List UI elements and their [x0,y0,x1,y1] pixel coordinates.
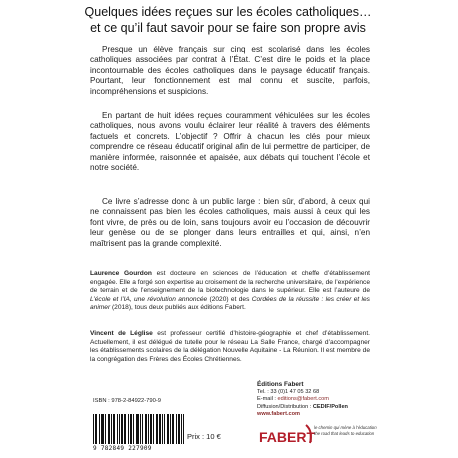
logo-text: FABERT [259,429,315,445]
title-line-1: Quelques idées reçues sur les écoles catholiques… [84,5,372,19]
author-bio-leglise [90,330,370,364]
paragraph-purpose: En partant de huit idées reçues couramment véhiculées sur les écoles catholiques, nous avons voulu éclairer leur réalité à travers des éléments factuels et concrets. L’objectif ? Offrir à chacun les clés pour mieux comprendre ce réseau éducatif original afin de lui permettre de participer, de manière informée, raisonnée et apaisée, aux débats qui touchent l’école et notre société. [90,111,370,173]
author-name: Laurence Gourdon [90,270,152,277]
barcode-bars [93,414,185,444]
publisher-email[interactable]: editions@fabert.com [277,396,329,403]
bio-text: est docteure en sciences de l’éducation et cheffe d’établissement engagée. Elle a forgé son expertise au croisement de la recherche universitaire, de l’expérience de terrain et de l’enseignement de la biotechnologie dans le supérieur. Elle est l’auteure de [90,270,370,294]
author-name: Vincent de Léglise [90,330,153,337]
fabert-logo [258,421,316,451]
tagline-fr: le chemin qui mène à l’éducation [314,425,377,430]
publisher-info [257,381,407,419]
barcode-digits: 9 782849 227909 [93,445,152,452]
publisher-tagline [314,425,396,436]
book-title: Cordées de la réussite : les créer et les animer [90,295,370,311]
price: Prix : 10 € [187,432,221,441]
bio-text: (2020) et des [207,295,252,303]
book-title: L’école et l’IA, une révolution annoncée [90,295,208,303]
bio-text: est professeur certifié d’histoire-géographie et chef d’établissement. Actuellement, il est délégué de tutelle pour le réseau La Salle France, chargé d’accompagner les établissements scolaires de la délégation Nouvelle Aquitaine - La Réunion. Il est membre de la congrégation des Frères des Écoles Chrétiennes. [90,330,370,363]
publisher-name: Éditions Fabert [257,381,304,388]
isbn: ISBN : 978-2-84922-790-9 [93,398,161,404]
author-bio-gourdon [90,270,370,313]
bio-text: (2018), tous deux publiés aux éditions Fabert. [110,304,246,311]
paragraph-intro: Presque un élève français sur cinq est scolarisé dans les écoles catholiques associées par contrat à l’État. C’est dire le poids et la place incontournable des écoles catholiques dans le paysage éducatif français. Pourtant, leur fonctionnement est mal connu et suscite, parfois, incompréhensions et suspicions. [90,45,370,96]
paragraph-audience: Ce livre s’adresse donc à un public large : bien sûr, d’abord, à ceux qui ne connaissent pas bien les écoles catholiques, mais aussi à ceux qui les font vivre, de près ou de loin, sans toujours avoir eu l’occasion de découvrir leur genèse ou de se plonger dans leurs entrailles et qui, ainsi, n’en maîtrisent pas la grande complexité. [90,197,370,248]
publisher-website[interactable]: www.fabert.com [257,411,300,418]
cover-title [68,4,388,36]
title-line-2: et ce qu’il faut savoir pour se faire son propre avis [90,21,366,35]
barcode [93,406,253,454]
tagline-en: the road that leads to education [314,430,375,436]
publisher-email-line: E-mail : editions@fabert.com [257,396,329,403]
publisher-tel: Tel. : 33 (0)1 47 05 32 68 [257,388,320,395]
publisher-distribution: Diffusion/Distribution : CEDIF/Pollen [257,403,348,410]
